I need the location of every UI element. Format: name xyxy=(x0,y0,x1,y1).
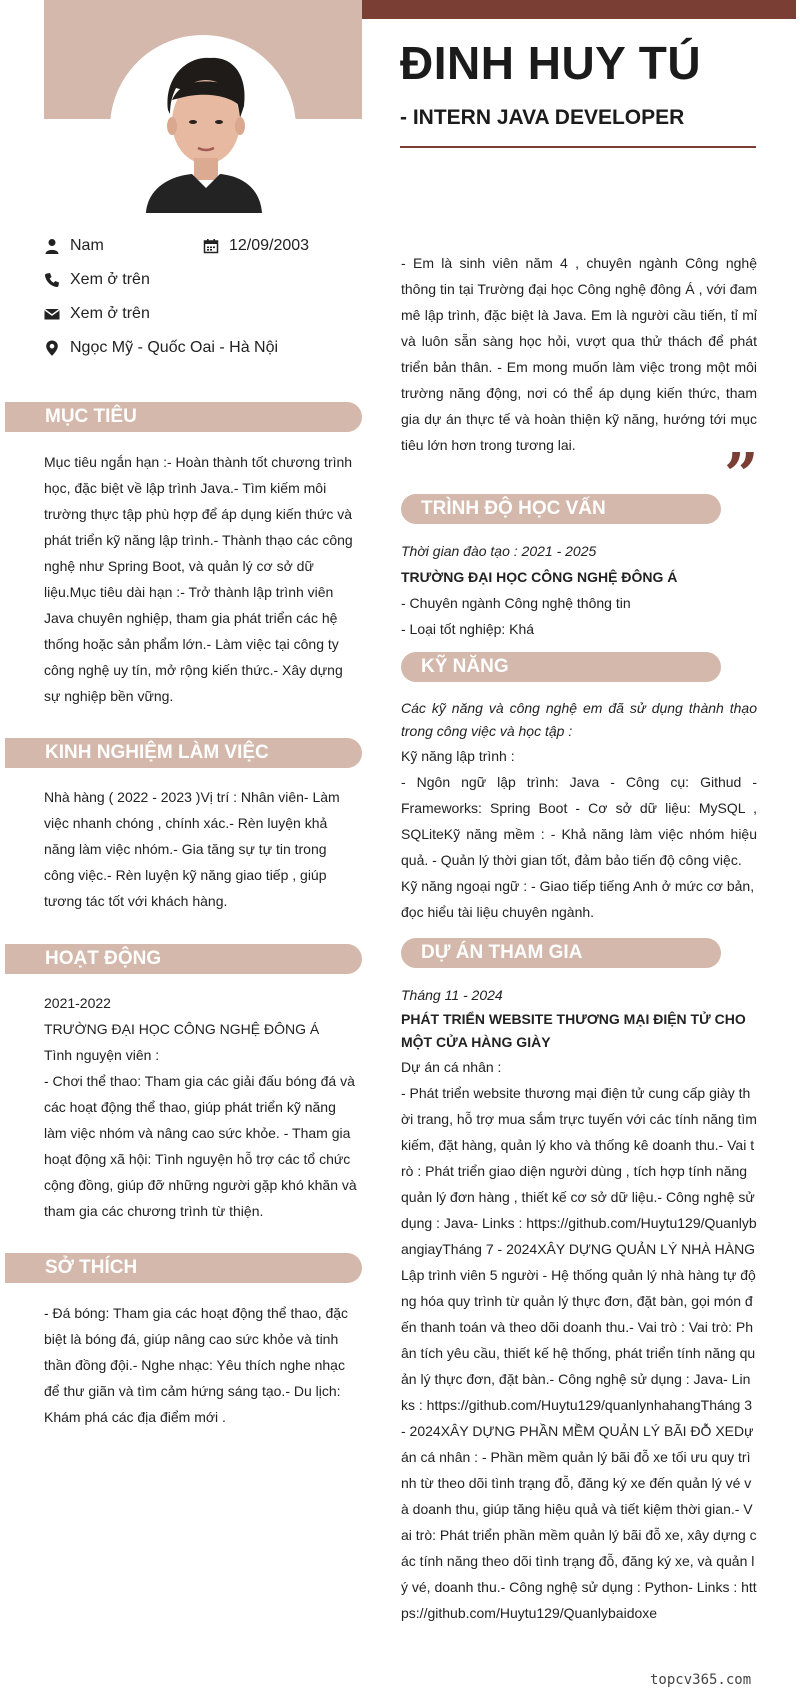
education-heading: TRÌNH ĐỘ HỌC VẤN xyxy=(401,494,721,524)
skills-block xyxy=(401,697,757,925)
phone-value: Xem ở trên xyxy=(70,271,150,288)
project-text: - Phát triển website thương mại điện tử cung cấp giày thời trang, hỗ trợ mua sắm trực tuyến với các tính năng tìm kiếm, đặt hàng, quản lý kho và thống kê doanh thu.- Vai trò : Phát triển giao diện người dùng , tích hợp tính năng quản lý đơn hàng , thiết kế cơ sở dữ liệu.- Công nghệ sử dụng : Java- Links : https://github.com/Huytu129/QuanlybangiayTháng 7 - 2024XÂY DỰNG QUẢN LÝ NHÀ HÀNGLập trình viên 5 người - Hệ thống quản lý nhà hàng tự động hóa quy trình từ quản lý thực đơn, đặt bàn, gọi món đến thanh toán và theo dõi doanh thu.- Vai trò : Vai trò: Phân tích yêu cầu, thiết kế hệ thống, phát triển tính năng quản lý thực đơn, đặt bàn.- Công nghệ sử dụng : Java- Links : https://github.com/Huytu129/quanlynhahangTháng 3 - 2024XÂY DỰNG PHẦN MỀM QUẢN LÝ BÃI ĐỖ XEDự án cá nhân : - Phần mềm quản lý bãi đỗ xe tối ưu quy trình từ theo dõi tình trạng đỗ, đăng ký xe đến quản lý vé và doanh thu, giúp tăng hiệu quả và tiết kiệm thời gian.- Vai trò: Phát triển phần mềm quản lý bãi đỗ xe, xây dựng các tính năng theo dõi tình trạng đỗ, đăng ký xe, và quản lý vé, doanh thu.- Công nghệ sử dụng : Python- Links : https://github.com/Huytu129/Quanlybaidoxe xyxy=(401,1085,757,1621)
hobbies-text: - Đá bóng: Tham gia các hoạt động thể thao, đặc biệt là bóng đá, giúp nâng cao sức khỏe và tinh thần đồng đội.- Nghe nhạc: Yêu thích nghe nhạc để thư giãn và tìm cảm hứng sáng tạo.- Du lịch: Khám phá các địa điểm mới . xyxy=(44,1305,349,1425)
experience-text: Nhà hàng ( 2022 - 2023 )Vị trí : Nhân viên- Làm việc nhanh chóng , chính xác.- Rèn luyện khả năng làm việc nhóm.- Gia tăng sự tự tin trong công việc.- Rèn luyện kỹ năng giao tiếp , giúp tương tác tốt với khách hàng. xyxy=(44,789,340,909)
education-major: - Chuyên ngành Công nghệ thông tin xyxy=(401,595,631,611)
phone-row xyxy=(44,271,150,289)
projects-heading: DỰ ÁN THAM GIA xyxy=(401,938,721,968)
education-grade: - Loại tốt nghiệp: Khá xyxy=(401,621,535,637)
user-icon xyxy=(44,238,60,254)
activities-text: - Chơi thể thao: Tham gia các giải đấu bóng đá và các hoạt động thể thao, giúp phát triển kỹ năng làm việc nhóm và nâng cao sức khỏe. - Tham gia hoạt động xã hội: Tình nguyện hỗ trợ các tổ chức cộng đồng, giúp đỡ những người gặp khó khăn và tham gia các chương trình từ thiện. xyxy=(44,1073,357,1219)
footer-watermark: topcv365.com xyxy=(650,1672,752,1688)
email-value: Xem ở trên xyxy=(70,305,150,322)
calendar-icon xyxy=(203,238,219,254)
address-row xyxy=(44,339,278,357)
skills-prog-text: - Ngôn ngữ lập trình: Java - Công cụ: Githud - Frameworks: Spring Boot - Cơ sở dữ liệu: MySQL , SQLiteKỹ năng mềm : - Khả năng làm việc nhóm hiệu quả. - Quản lý thời gian tốt, đảm bảo tiến độ công việc. xyxy=(401,774,757,868)
about-text: - Em là sinh viên năm 4 , chuyên ngành Công nghệ thông tin tại Trường đại học Công nghệ đông Á , với đam mê lập trình, đặc biệt là Java. Em là người cầu tiến, tỉ mỉ và luôn sẵn sàng học hỏi, vượt qua thử thách để phát triển bản thân. - Em mong muốn làm việc trong một môi trường năng động, nơi có thể áp dụng kiến thức, tham gia dự án thực tế và hoàn thiện kỹ năng, hướng tới mục tiêu lớn hơn trong tương lai. xyxy=(401,255,757,453)
email-icon xyxy=(44,306,60,322)
project-period: Tháng 11 - 2024 xyxy=(401,987,503,1003)
experience-heading: KINH NGHIỆM LÀM VIỆC xyxy=(5,738,362,768)
location-pin-icon xyxy=(44,340,60,356)
project-type: Dự án cá nhân : xyxy=(401,1059,502,1075)
phone-icon xyxy=(44,272,60,288)
activities-heading: HOẠT ĐỘNG xyxy=(5,944,362,974)
candidate-role: - INTERN JAVA DEVELOPER xyxy=(400,106,685,129)
skills-heading: KỸ NĂNG xyxy=(401,652,721,682)
skills-prog-label: Kỹ năng lập trình : xyxy=(401,748,515,764)
address-value: Ngọc Mỹ - Quốc Oai - Hà Nội xyxy=(70,339,279,356)
role-divider xyxy=(400,146,756,148)
project-name: PHÁT TRIỂN WEBSITE THƯƠNG MẠI ĐIỆN TỬ CHO MỘT CỬA HÀNG GIÀY xyxy=(401,1011,746,1050)
email-row xyxy=(44,305,150,323)
gender-value: Nam xyxy=(70,237,104,254)
avatar xyxy=(140,48,266,213)
activities-block xyxy=(44,990,360,1224)
activities-org: TRƯỜNG ĐẠI HỌC CÔNG NGHỆ ĐÔNG Á xyxy=(44,1021,320,1037)
birthday-value: 12/09/2003 xyxy=(229,237,310,254)
activities-role: Tình nguyện viên : xyxy=(44,1047,160,1063)
education-block xyxy=(401,538,757,642)
birthday-row xyxy=(203,237,309,255)
hobbies-heading: SỞ THÍCH xyxy=(5,1253,362,1283)
top-accent-bar xyxy=(362,0,796,19)
objective-text: Mục tiêu ngắn hạn :- Hoàn thành tốt chương trình học, đặc biệt về lập trình Java.- Tìm kiếm môi trường thực tập phù hợp để áp dụng kiến thức và phát triển kỹ năng lập trình.- Thành thạo các công nghệ như Spring Boot, và quản lý cơ sở dữ liệu.Mục tiêu dài hạn :- Trở thành lập trình viên Java chuyên nghiệp, tham gia phát triển các hệ thống hoặc sản phẩm lớn.- Làm việc tại công ty công nghệ uy tín, mở rộng kiến thức.- Xây dựng sự nghiệp bền vững. xyxy=(44,454,353,704)
activities-period: 2021-2022 xyxy=(44,995,111,1011)
quote-mark-icon: ” xyxy=(724,441,759,511)
skills-intro: Các kỹ năng và công nghệ em đã sử dụng thành thạo trong công việc và học tập : xyxy=(401,700,757,739)
skills-lang-text: Kỹ năng ngoại ngữ : - Giao tiếp tiếng Anh ở mức cơ bản, đọc hiểu tài liệu chuyên ngành. xyxy=(401,878,755,920)
education-school: TRƯỜNG ĐẠI HỌC CÔNG NGHỆ ĐÔNG Á xyxy=(401,569,678,585)
projects-block xyxy=(401,982,757,1626)
education-period: Thời gian đào tạo : 2021 - 2025 xyxy=(401,543,597,559)
objective-heading: MỤC TIÊU xyxy=(5,402,362,432)
candidate-name: ĐINH HUY TÚ xyxy=(400,37,702,89)
gender-row xyxy=(44,237,104,255)
